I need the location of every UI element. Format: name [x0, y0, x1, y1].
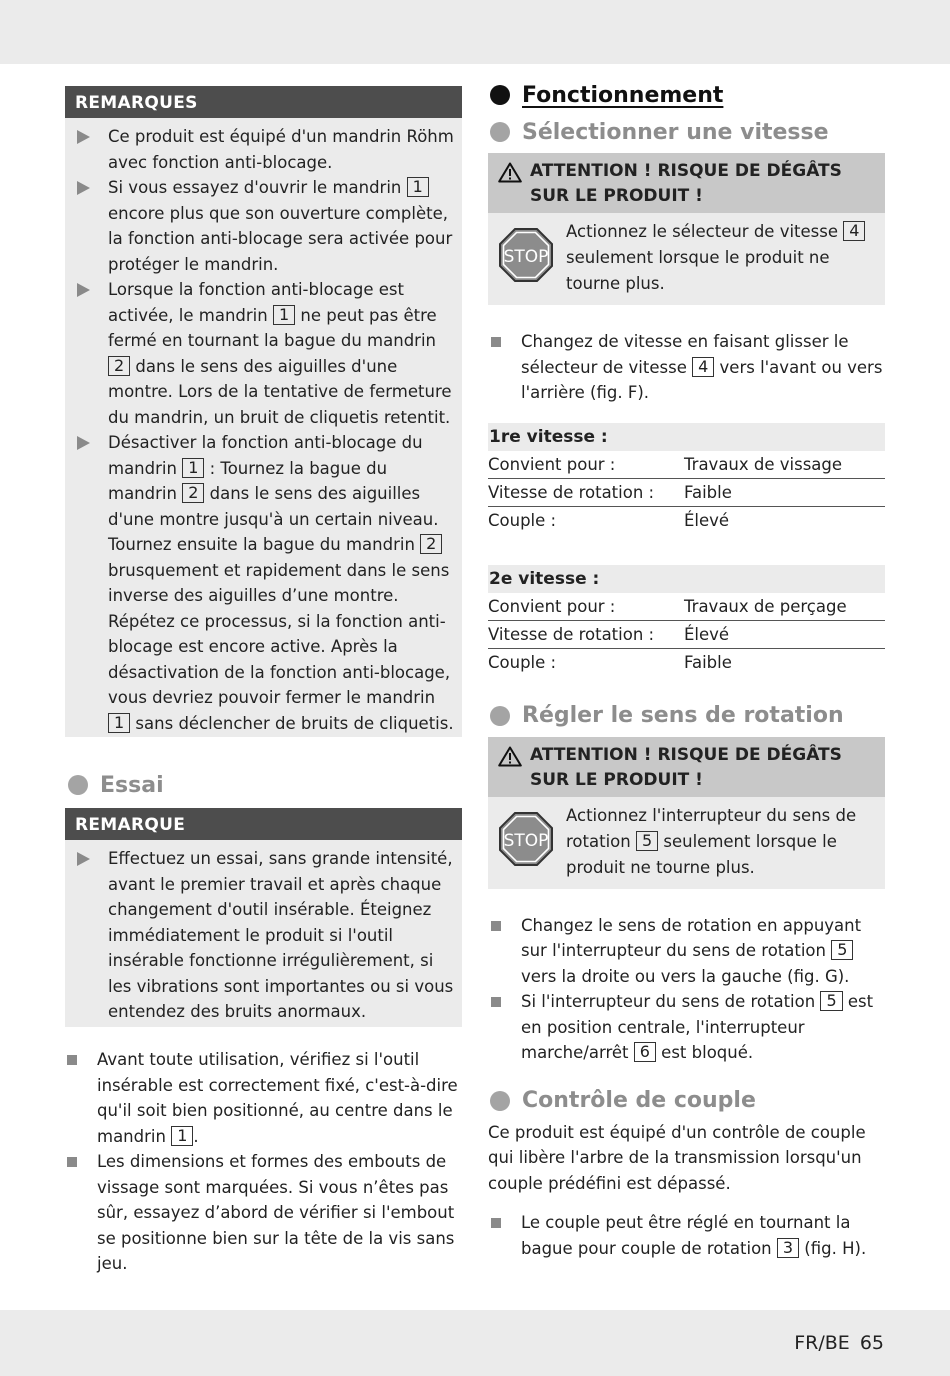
table-row [488, 621, 885, 649]
table-cell: Convient pour : [488, 454, 616, 474]
table-cell: Travaux de vissage [684, 454, 843, 474]
list-item: Changez le sens de rotation en appuyant sur l'interrupteur du sens de rotation 5 vers la droite ou vers la gauche (fig. G). [488, 913, 885, 990]
fonctionnement-heading [490, 78, 885, 112]
part-number-box: 6 [634, 1042, 656, 1062]
bullet-dot-icon [490, 85, 510, 105]
remarque-header: REMARQUE [65, 808, 462, 840]
list-item: Lorsque la fonction anti-blocage est activée, le mandrin 1 ne peut pas être fermé en tournant la bague du mandrin 2 dans le sens des aiguilles d'une montre. Lors de la tentative de fermeture du mandrin, un bruit de cliquetis retentit. [75, 277, 454, 430]
stop-sign-icon [498, 227, 554, 283]
page-number: 65 [859, 1332, 884, 1354]
warning-triangle-icon [498, 743, 522, 793]
vitesse-title: Sélectionner une vitesse [522, 119, 829, 145]
bullet-dot-icon [490, 1091, 510, 1111]
svg-text:STOP: STOP [503, 247, 549, 267]
remarques-box [65, 86, 462, 737]
header-band [0, 0, 950, 64]
table-cell: Élevé [684, 510, 730, 530]
bullet-dot-icon [490, 706, 510, 726]
table-row [488, 479, 885, 507]
list-item: Ce produit est équipé d'un mandrin Röhm avec fonction anti-blocage. [75, 124, 454, 175]
list-item: Si vous essayez d'ouvrir le mandrin 1 encore plus que son ouverture complète, la fonction anti-blocage sera activée pour protéger le mandrin. [75, 175, 454, 277]
table-row [488, 507, 885, 535]
part-number-box: 2 [108, 356, 130, 376]
list-item: Avant toute utilisation, vérifiez si l'outil insérable est correctement fixé, c'est-à-dire qu'il soit bien positionné, au centre dans le mandrin 1 . [64, 1047, 462, 1149]
table-cell: Couple : [488, 510, 557, 530]
couple-bullets [488, 1210, 885, 1261]
table-row [488, 451, 885, 479]
list-item: Répétez ce processus, si la fonction anti-blocage est encore active. Après la désactivation de la fonction anti-blocage, vous devriez pouvoir fermer le mandrin 1 sans déclencher de bruits de cliquetis. [108, 611, 454, 733]
essai-title: Essai [100, 772, 164, 798]
part-number-box: 2 [182, 483, 204, 503]
part-number-box: 5 [831, 940, 853, 960]
couple-intro: Ce produit est équipé d'un contrôle de couple qui libère l'arbre de la transmission lorsqu'un couple prédéfini est dépassé. [488, 1122, 866, 1193]
table-cell: Vitesse de rotation : [488, 624, 655, 644]
part-number-box: 4 [843, 221, 865, 241]
essai-heading [68, 768, 462, 802]
spec-table-2 [488, 565, 885, 677]
remarques-list [65, 118, 462, 744]
part-number-box: 5 [636, 831, 658, 851]
table-cell: Travaux de perçage [684, 596, 847, 616]
warning-text: Actionnez l'interrupteur du sens de rotation 5 seulement lorsque le produit ne tourne plus. [566, 805, 857, 877]
vitesse-bullets [488, 329, 885, 406]
list-item: Effectuez un essai, sans grande intensité, avant le premier travail et après chaque changement d'outil insérable. Éteignez immédiatement le produit si l'outil insérable fonctionne irrégulièrement, si les vibrations sont importantes ou si vous entendez des bruits anormaux. [75, 846, 454, 1025]
vitesse-heading [490, 115, 885, 149]
table-row [488, 593, 885, 621]
remarques-header: REMARQUES [65, 86, 462, 118]
vitesse-warning [488, 153, 885, 305]
warning-body [488, 797, 885, 889]
list-item: Changez de vitesse en faisant glisser le sélecteur de vitesse 4 vers l'avant ou vers l'arrière (fig. F). [488, 329, 885, 406]
part-number-box: 1 [182, 458, 204, 478]
part-number-box: 2 [420, 534, 442, 554]
warning-title: ATTENTION ! RISQUE DE DÉGÂTS SUR LE PRODUIT ! [530, 161, 842, 206]
list-item: Les dimensions et formes des embouts de vissage sont marquées. Si vous n’êtes pas sûr, essayez d’abord de vérifier si l'embout se positionne bien sur la tête de la vis sans jeu. [64, 1149, 462, 1277]
part-number-box: 4 [692, 357, 714, 377]
table-cell: Convient pour : [488, 596, 616, 616]
spec-table-title: 1re vitesse : [488, 423, 885, 451]
warning-header [488, 737, 885, 797]
rotation-warning [488, 737, 885, 889]
part-number-box: 3 [777, 1238, 799, 1258]
table-cell: Élevé [684, 624, 730, 644]
couple-heading [490, 1084, 885, 1118]
stop-sign-icon [498, 811, 554, 867]
essai-bullets [64, 1047, 462, 1277]
rotation-title: Régler le sens de rotation [522, 703, 844, 728]
part-number-box: 1 [171, 1126, 193, 1146]
table-cell: Faible [684, 652, 732, 672]
warning-triangle-icon [498, 159, 522, 209]
part-number-box: 1 [273, 305, 295, 325]
warning-text: Actionnez le sélecteur de vitesse 4 seulement lorsque le produit ne tourne plus. [566, 219, 875, 301]
list-item: Désactiver la fonction anti-blocage du mandrin 1 : Tournez la bague du mandrin 2 dans le sens des aiguilles d'une montre jusqu'à un certain niveau. Tournez ensuite la bague du mandrin 2 brusquement et rapidement dans le sens inverse des aiguilles d’une montre. [75, 430, 454, 609]
part-number-box: 1 [108, 713, 130, 733]
page-footer [784, 1332, 884, 1354]
warning-title: ATTENTION ! RISQUE DE DÉGÂTS SUR LE PRODUIT ! [530, 744, 842, 790]
spec-table-title: 2e vitesse : [488, 565, 885, 593]
table-row [488, 649, 885, 677]
spec-table-1 [488, 423, 885, 535]
rotation-bullets [488, 913, 885, 1066]
table-cell: Faible [684, 482, 732, 502]
right-column [488, 78, 885, 1261]
bullet-dot-icon [68, 775, 88, 795]
list-item: Le couple peut être réglé en tournant la bague pour couple de rotation 3 (fig. H). [488, 1210, 885, 1261]
remarque-list [65, 840, 462, 1033]
part-number-box: 1 [407, 177, 429, 197]
left-column [65, 86, 462, 1277]
couple-title: Contrôle de couple [522, 1088, 756, 1113]
warning-body [488, 213, 885, 305]
rotation-heading [490, 699, 885, 733]
warning-header [488, 153, 885, 213]
table-cell: Vitesse de rotation : [488, 482, 655, 502]
list-item: Si l'interrupteur du sens de rotation 5 est en position centrale, l'interrupteur marche/arrêt 6 est bloqué. [488, 989, 885, 1066]
bullet-dot-icon [490, 122, 510, 142]
part-number-box: 5 [820, 991, 842, 1011]
essai-remarque-box [65, 808, 462, 1027]
fonctionnement-title: Fonctionnement [522, 82, 724, 108]
table-cell: Couple : [488, 652, 557, 672]
footer-lang: FR/BE [794, 1332, 850, 1354]
svg-text:STOP: STOP [503, 830, 549, 851]
